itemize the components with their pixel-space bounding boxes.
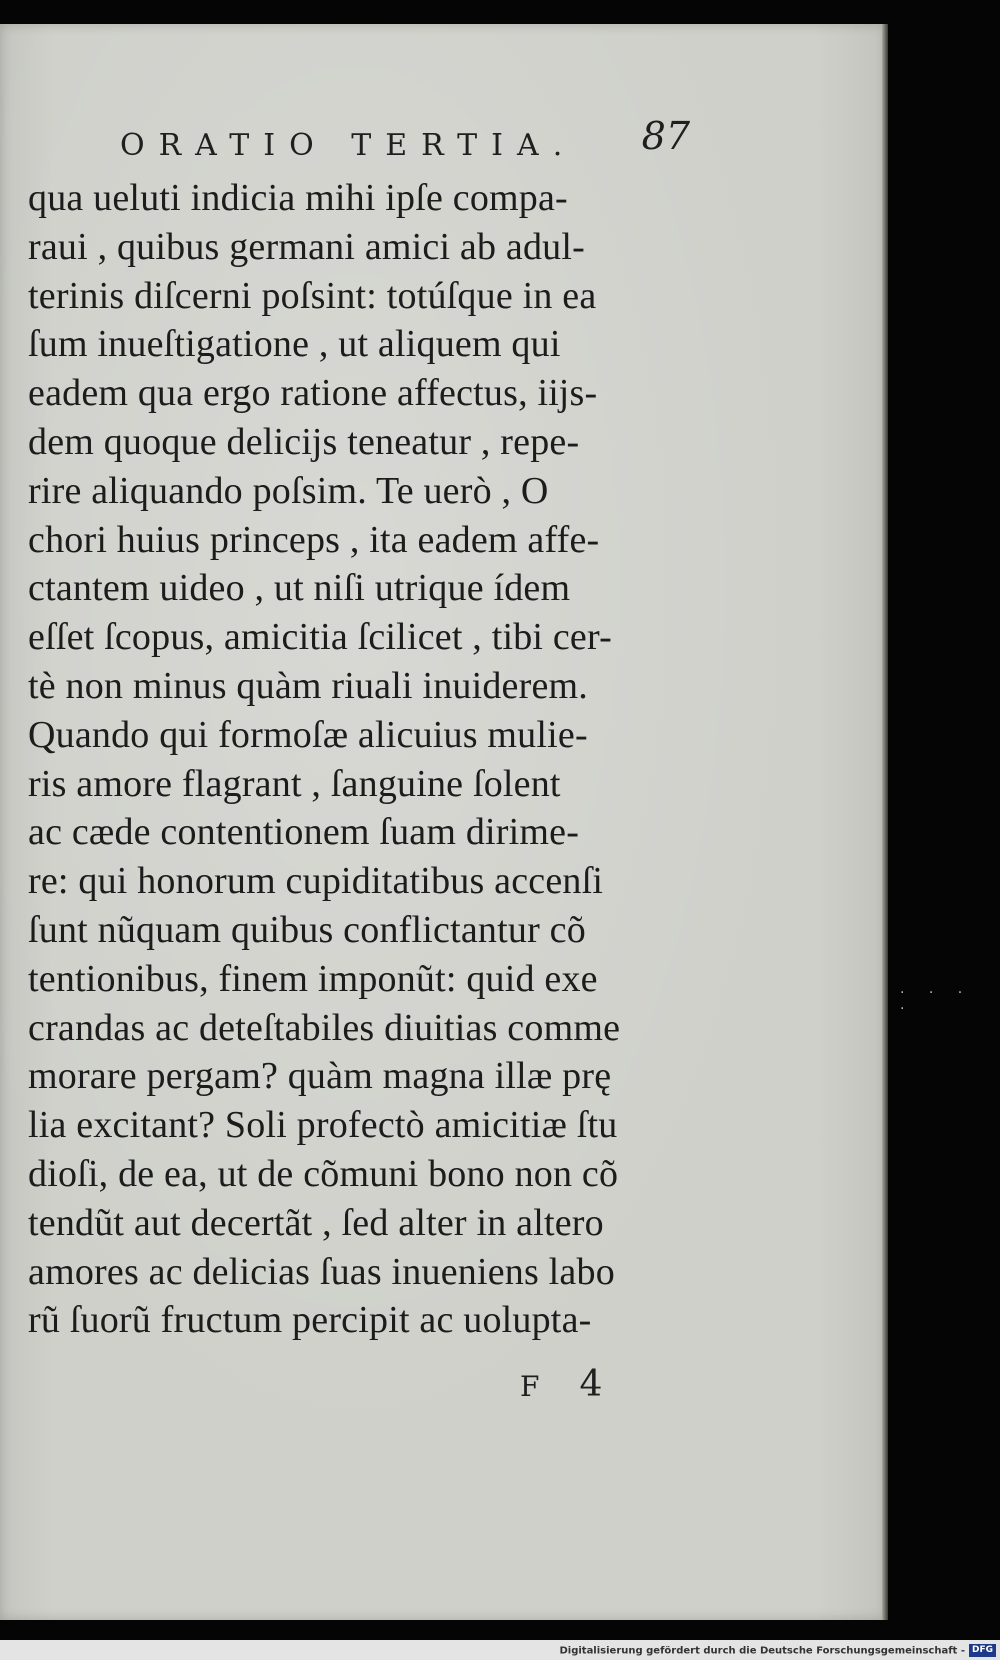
text-line: ſum inueſtigatione , ut aliquem qui xyxy=(28,323,561,366)
text-line: tentionibus, finem imponũt: quid exe xyxy=(28,957,598,1000)
text-line: lia excitant? Soli profectò amicitiæ ſtu xyxy=(28,1104,618,1147)
text-line: dioſi, de ea, ut de cõmuni bono non cõ xyxy=(28,1152,619,1195)
text-line: ac cæde contentionem ſuam dirime- xyxy=(28,811,580,854)
text-line: ſunt nũquam quibus conflictantur cõ xyxy=(28,908,586,951)
footer-credit xyxy=(559,1644,996,1657)
margin-dots: · · · · xyxy=(900,985,973,1017)
text-line: dem quoque delicĳs teneatur , repe- xyxy=(28,420,580,463)
page-number: 87 xyxy=(641,114,690,158)
text-line: tè non minus quàm riuali inuiderem. xyxy=(28,664,589,707)
running-head xyxy=(120,104,690,164)
text-line: eadem qua ergo ratione affectus, iĳs- xyxy=(28,372,598,415)
text-line: re: qui honorum cupiditatibus accenſi xyxy=(28,860,604,903)
text-line: ris amore flagrant , ſanguine ſolent xyxy=(28,762,561,805)
text-line: eſſet ſcopus, amicitia ſcilicet , tibi cer- xyxy=(28,616,612,659)
text-line: rire aliquando poſsim. Te uerò , O xyxy=(28,469,549,512)
text-line: qua ueluti indicia mihi ipſe compa- xyxy=(28,177,568,219)
text-line: Quando qui formoſæ alicuius mulie- xyxy=(28,713,588,756)
footer-credit-text: Digitalisierung gefördert durch die Deutsche Forschungsgemeinschaft - xyxy=(559,1645,965,1657)
signature-mark xyxy=(520,1364,602,1405)
text-line: ctantem uideo , ut niſi utrique ídem xyxy=(28,567,571,610)
text-line: rũ ſuorũ fructum percipit ac uolupta- xyxy=(28,1299,592,1342)
footer-bar xyxy=(0,1640,1000,1660)
text-line: chori huius princeps , ita eadem affe- xyxy=(28,518,600,561)
body-text xyxy=(28,174,718,1345)
text-line: crandas ac deteſtabiles diuitias comme xyxy=(28,1006,621,1049)
book-page xyxy=(0,24,886,1620)
signature-letter: F xyxy=(520,1370,580,1403)
text-line: terinis diſcerni poſsint: totúſque in ea xyxy=(28,274,597,317)
text-line: raui , quibus germani amici ab adul- xyxy=(28,225,585,268)
text-line: morare pergam? quàm magna illæ prę xyxy=(28,1055,612,1098)
running-title: ORATIO TERTIA. xyxy=(120,128,577,163)
page-edge xyxy=(882,24,888,1620)
text-line: tendũt aut decertãt , ſed alter in altero xyxy=(28,1201,604,1244)
dfg-logo: DFG xyxy=(969,1644,996,1657)
signature-number: 4 xyxy=(579,1364,603,1405)
text-line: amores ac delicias ſuas inueniens labo xyxy=(28,1250,615,1293)
